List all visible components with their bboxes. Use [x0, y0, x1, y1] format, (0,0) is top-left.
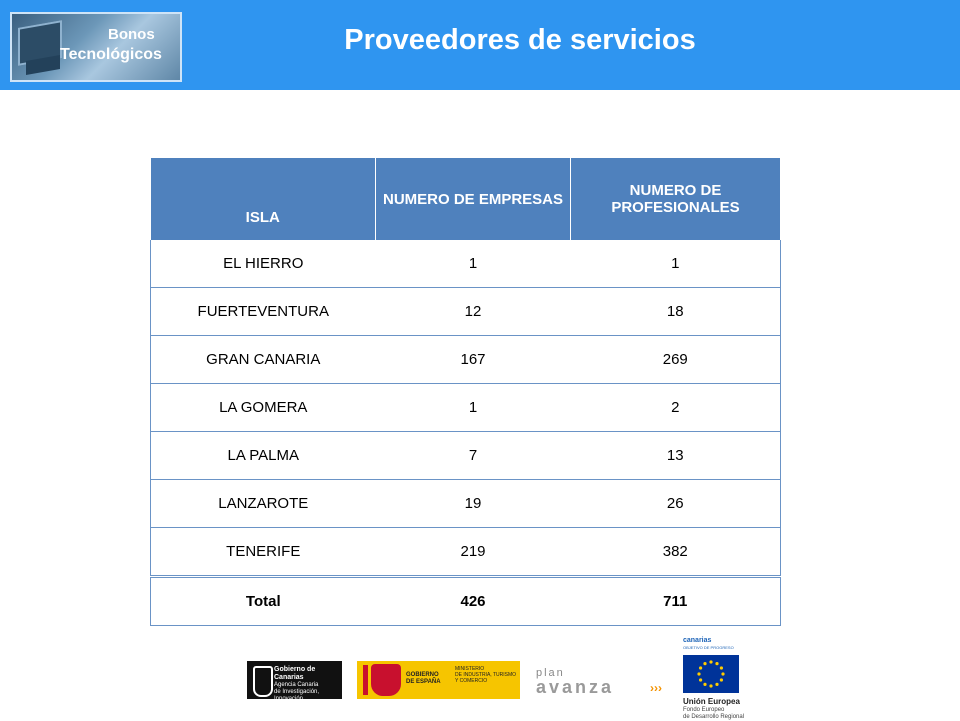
company-count: 167 [376, 336, 571, 384]
professional-count: 2 [571, 384, 781, 432]
island-name: TENERIFE [151, 528, 376, 577]
espana-gobierno-text [406, 672, 441, 686]
espana-bar-icon [363, 665, 368, 695]
ue-canarias-text: canarias [683, 637, 712, 644]
column-header-profesionales: NUMERO DE PROFESIONALES [571, 158, 781, 240]
espana-min-line1: MINISTERIO [455, 666, 485, 672]
table-row [151, 336, 781, 384]
island-name: EL HIERRO [151, 240, 376, 288]
providers-table [150, 158, 781, 626]
company-count: 12 [376, 288, 571, 336]
professional-count: 382 [571, 528, 781, 577]
island-name: GRAN CANARIA [151, 336, 376, 384]
canarias-shield-icon [253, 666, 273, 697]
table-row [151, 288, 781, 336]
espana-gob-line1: GOBIERNO [406, 672, 439, 678]
ue-fund-line1: Fondo Europeo [683, 707, 725, 713]
island-name: LA GOMERA [151, 384, 376, 432]
table-header-row [151, 158, 781, 240]
total-label: Total [151, 577, 376, 626]
espana-crest-icon [371, 664, 401, 696]
canarias-title: Gobierno de Canarias [274, 666, 316, 681]
header-bar [0, 0, 960, 90]
logo-text-line1: Bonos [108, 26, 155, 43]
table-row [151, 528, 781, 577]
espana-gob-line2: DE ESPAÑA [406, 679, 441, 685]
espana-min-line2: DE INDUSTRIA, TURISMO [455, 672, 517, 678]
ue-name-text: Unión Europea [683, 697, 740, 706]
company-count: 19 [376, 480, 571, 528]
island-name: LANZAROTE [151, 480, 376, 528]
page-title: Proveedores de servicios [344, 24, 696, 56]
table-row [151, 432, 781, 480]
company-count: 219 [376, 528, 571, 577]
professional-count: 26 [571, 480, 781, 528]
canarias-line3: de Investigación, Innovación [274, 689, 320, 702]
professional-count: 13 [571, 432, 781, 480]
espana-ministerio-text [455, 666, 516, 684]
table-row [151, 240, 781, 288]
plan-text: plan [536, 667, 565, 679]
company-count: 7 [376, 432, 571, 480]
canarias-line2: Agencia Canaria [274, 682, 319, 688]
total-companies: 426 [376, 577, 571, 626]
gobierno-canarias-logo [247, 661, 342, 716]
canarias-logo-text [274, 666, 342, 717]
espana-min-line3: Y COMERCIO [455, 678, 488, 684]
gobierno-espana-logo [357, 661, 520, 699]
total-professionals: 711 [571, 577, 781, 626]
professional-count: 18 [571, 288, 781, 336]
logo-text-line2: Tecnológicos [60, 46, 162, 63]
company-count: 1 [376, 384, 571, 432]
professional-count: 1 [571, 240, 781, 288]
company-count: 1 [376, 240, 571, 288]
column-header-empresas: NUMERO DE EMPRESAS [376, 158, 571, 240]
professional-count: 269 [571, 336, 781, 384]
eu-stars-icon [683, 655, 739, 693]
plan-avanza-logo [536, 667, 666, 699]
bonos-tecnologicos-logo [10, 12, 182, 82]
table-row [151, 480, 781, 528]
table-row [151, 384, 781, 432]
arrows-icon: ››› [650, 681, 662, 695]
column-header-isla: ISLA [151, 158, 376, 240]
island-name: FUERTEVENTURA [151, 288, 376, 336]
total-row [151, 577, 781, 626]
canarias-line4: y Sociedad de la Información [274, 703, 319, 716]
island-name: LA PALMA [151, 432, 376, 480]
eu-flag-icon [683, 655, 739, 693]
ue-fund-line2: de Desarrollo Regional [683, 714, 745, 720]
union-europea-logo [681, 637, 781, 720]
ue-objetivo-text: OBJETIVO DE PROGRESO [683, 645, 734, 650]
avanza-text: avanza [536, 677, 615, 697]
ue-fund-text [683, 707, 744, 721]
